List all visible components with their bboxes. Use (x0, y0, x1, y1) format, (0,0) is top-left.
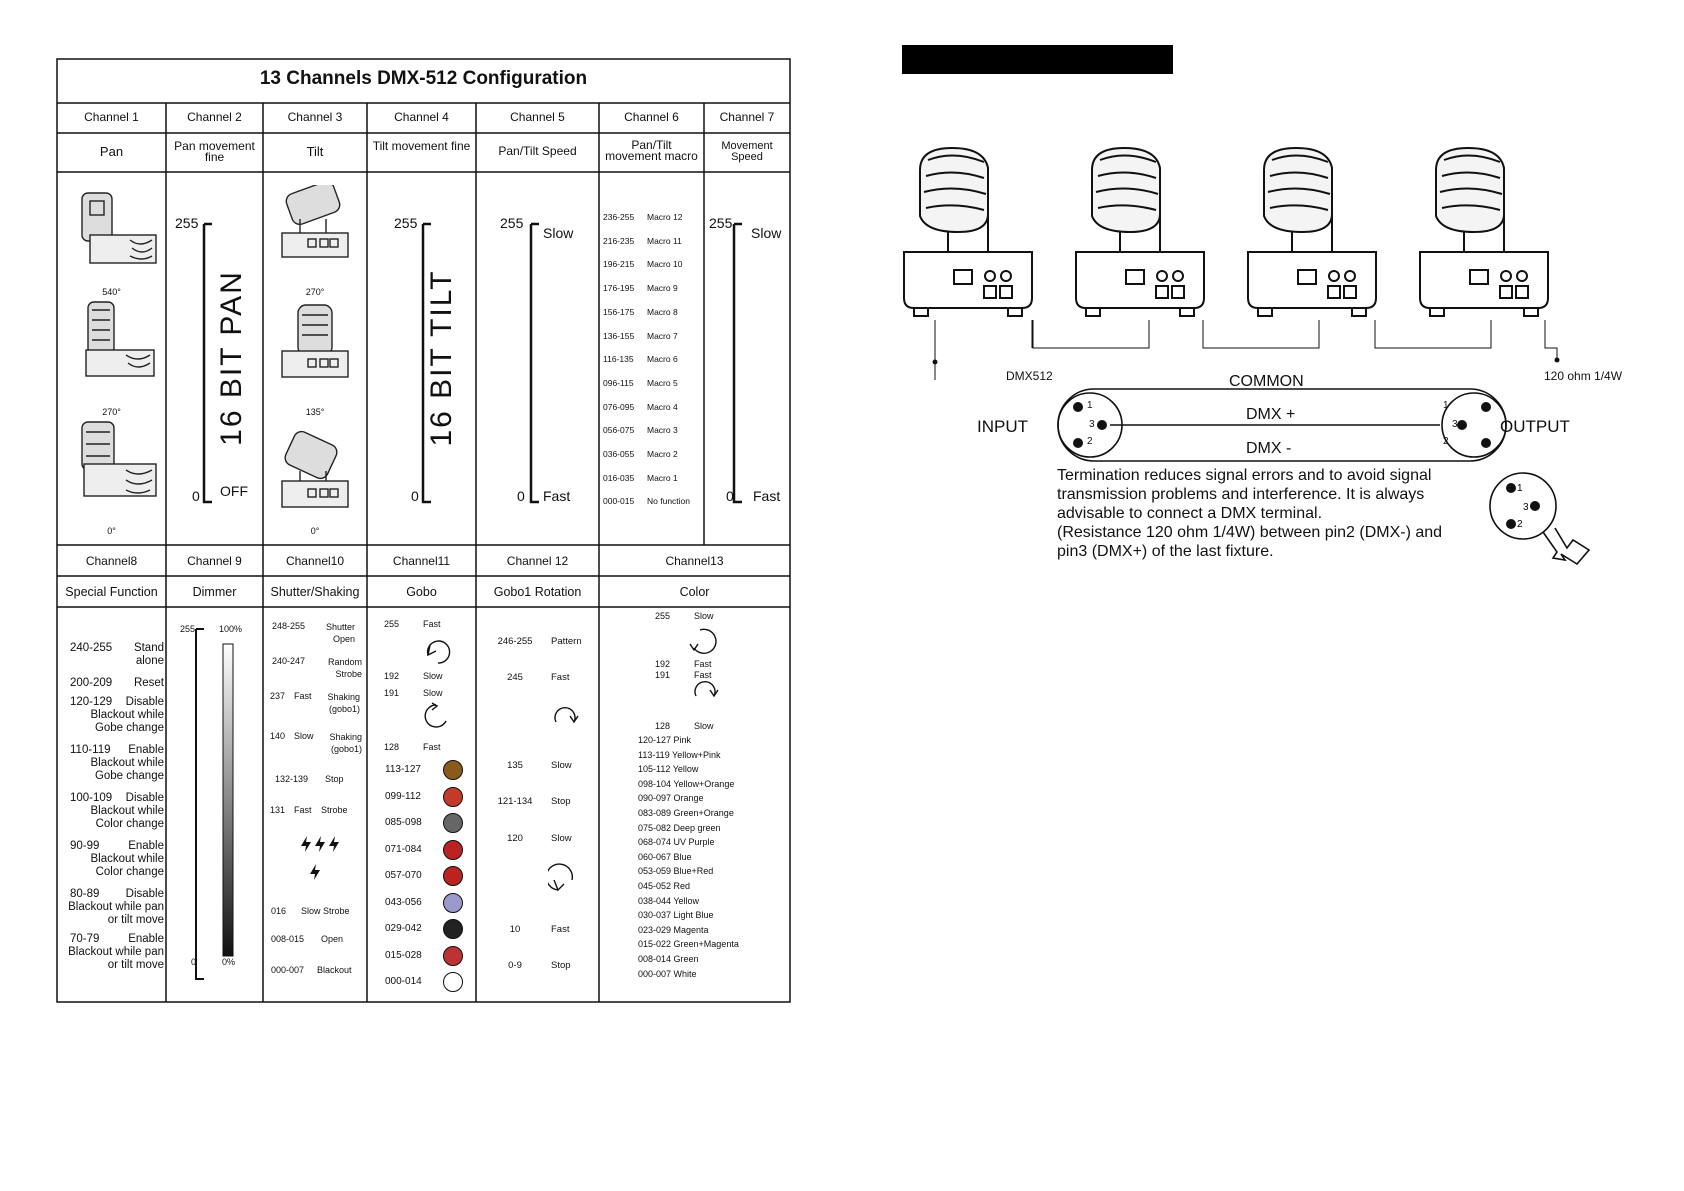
dmx-cable (1033, 320, 1149, 348)
rotate-icon (694, 629, 716, 653)
speed-label: Slow (294, 731, 314, 741)
function-label: Blackout (317, 965, 352, 975)
macro-label: Macro 3 (647, 425, 678, 436)
rotation-label: Pattern (551, 636, 582, 647)
rotation-label: Slow (551, 760, 572, 771)
macro-row (603, 307, 703, 317)
range-label: 120 (507, 833, 523, 844)
range-label: 140 (270, 731, 286, 741)
range-label: 008-015 (271, 934, 305, 944)
xlr-cable-diagram (1050, 385, 1520, 465)
dmx-cable (1203, 320, 1319, 348)
function-label: Strobe (335, 669, 362, 679)
macro-row (603, 425, 703, 435)
gobo-icon (443, 813, 463, 833)
scale-min: 0 (517, 488, 525, 504)
range-label: 000-015 (603, 496, 635, 507)
macro-row (603, 449, 703, 459)
macro-row (603, 236, 703, 246)
rotate-ccw-icon (425, 705, 446, 727)
fixture-icon (82, 193, 156, 263)
color-row: 098-104 Yellow+Orange (638, 778, 735, 789)
macro-label: Macro 4 (647, 401, 678, 412)
channel-function: Shutter/Shaking (270, 585, 360, 599)
function-label: alone (135, 655, 164, 667)
range-label: 116-135 (603, 354, 634, 365)
speed-label: Slow (694, 611, 714, 621)
function-label: Shaking (329, 732, 362, 742)
range-label: 135 (507, 760, 523, 771)
range-label: 056-075 (603, 425, 635, 436)
range-label: 10 (509, 924, 521, 935)
angle-label: 270° (305, 287, 325, 297)
function-label: Shutter (325, 622, 355, 632)
gobo-icon (443, 866, 463, 886)
macro-label: No function (647, 496, 690, 507)
channel-function: Pan/Tilt Speed (498, 144, 577, 158)
channel-function: Gobo (406, 585, 437, 599)
fixture-icon (282, 305, 348, 377)
redacted-bar (902, 45, 1173, 74)
pin-label: 2 (1087, 436, 1093, 447)
function-label: Stand (133, 642, 164, 654)
note-line: advisable to connect a DMX terminal. (1057, 505, 1323, 522)
pin-label: 3 (1089, 419, 1095, 430)
speed-label: Fast (694, 659, 712, 669)
function-label: Gobe change (94, 770, 164, 782)
range-label: 176-195 (603, 283, 635, 294)
color-row: 060-067 Blue (638, 851, 692, 862)
color-row: 008-014 Green (638, 954, 699, 964)
note-line: Termination reduces signal errors and to avoid signal (1057, 467, 1432, 484)
rotation-label: Fast (551, 672, 570, 683)
channel-function: Tilt (306, 144, 324, 159)
macro-row (603, 259, 703, 269)
function-label: Slow Strobe (301, 906, 350, 916)
channel-function: Gobo1 Rotation (493, 585, 582, 599)
rotation-label: Stop (551, 796, 571, 807)
macro-row (603, 331, 703, 341)
color-row: 015-022 Green+Magenta (638, 939, 739, 950)
function-label: Disable (125, 888, 164, 900)
macro-row (603, 402, 703, 412)
color-row: 120-127 Pink (638, 735, 692, 745)
range-label: 196-215 (603, 259, 635, 270)
terminator-label: 120 ohm 1/4W (1544, 369, 1623, 383)
range-label: 237 (270, 691, 286, 701)
speed-label: Slow (423, 671, 443, 681)
dimmer-max-pct: 100% (219, 624, 243, 634)
channel-function: Color (679, 585, 710, 599)
function-label: Disable (125, 696, 164, 708)
channel-function: Pan (99, 144, 124, 159)
pin-label: 2 (1517, 519, 1523, 530)
pin-label: 1 (1517, 483, 1523, 494)
dimmer-min-pct: 0% (222, 957, 236, 967)
range-label: 016 (271, 906, 287, 916)
gobo-icon (443, 893, 463, 913)
note-line: transmission problems and interference. It is always (1057, 486, 1425, 503)
function-label: or tilt move (107, 959, 164, 971)
function-label: (gobo1) (330, 744, 362, 754)
vertical-label: 16 BIT TILT (425, 269, 458, 447)
color-row: 083-089 Green+Orange (638, 808, 734, 818)
scale-min: 0 (192, 488, 200, 504)
termination-note (1057, 466, 1442, 561)
macro-label: Macro 2 (647, 449, 678, 459)
function-label: Color change (95, 866, 164, 878)
channel-header: Channel 2 (187, 110, 242, 124)
pan-tilt-speed-scale (476, 172, 599, 545)
channel-header: Channel 5 (510, 110, 565, 124)
channel-function: Pan movement fine (174, 139, 255, 164)
macro-label: Macro 8 (647, 306, 678, 317)
rotation-arrow-icons (548, 700, 588, 900)
channel-function: Dimmer (192, 585, 237, 599)
rotate-icon (548, 864, 572, 890)
scale-fast: Fast (543, 488, 571, 504)
dimmer-min: 0 (191, 957, 197, 967)
input-label: INPUT (977, 417, 1028, 436)
range-label: 110-119 (70, 744, 111, 756)
function-label: or tilt move (107, 914, 164, 926)
speed-label: Fast (294, 691, 312, 701)
scale-slow: Slow (751, 225, 782, 241)
channel-header: Channel11 (392, 554, 451, 568)
macro-label: Macro 6 (647, 354, 678, 365)
dimmer-max: 255 (180, 624, 196, 634)
channel-function: Movement Speed (721, 140, 773, 163)
terminator-plug-icon (1485, 468, 1595, 568)
macro-label: Macro 9 (647, 283, 678, 294)
speed-value: 255 (384, 619, 400, 629)
macro-row (603, 354, 703, 364)
color-row: 038-044 Yellow (638, 895, 700, 906)
channel-header: Channel 4 (394, 110, 449, 124)
dmx-cable (1375, 320, 1491, 348)
speed-value: 255 (655, 611, 671, 621)
range-label: 057-070 (385, 870, 422, 881)
range-label: 245 (507, 672, 523, 683)
pan-position-illustrations (70, 185, 160, 535)
speed-label: Fast (694, 670, 712, 680)
function-label: Blackout while (90, 805, 164, 817)
speed-label: Fast (294, 805, 312, 815)
scale-slow: Slow (543, 225, 574, 241)
range-label: 246-255 (497, 636, 533, 647)
macro-label: Macro 5 (647, 377, 678, 388)
range-label: 099-112 (385, 790, 421, 802)
scale-max: 255 (500, 215, 524, 231)
range-label: 121-134 (497, 796, 533, 807)
channel-function: Pan/Tilt movement macro (605, 138, 698, 163)
color-row: 023-029 Magenta (638, 924, 709, 935)
range-label: 096-115 (603, 377, 634, 388)
color-row: 105-112 Yellow (638, 764, 699, 775)
range-label: 029-042 (385, 923, 422, 934)
range-label: 113-127 (385, 764, 421, 775)
range-label: 236-255 (603, 212, 635, 222)
gobo-icon (443, 946, 463, 966)
vertical-label: 16 BIT PAN (215, 270, 248, 446)
table-title: 13 Channels DMX-512 Configuration (259, 68, 588, 89)
range-label: 036-055 (603, 449, 635, 459)
range-label: 016-035 (603, 472, 635, 483)
range-label: 132-139 (275, 774, 309, 784)
angle-label: 0° (107, 526, 116, 536)
fixture-icon (282, 429, 348, 507)
speed-value: 191 (655, 670, 671, 680)
macro-row (603, 378, 703, 388)
range-label: 216-235 (603, 235, 635, 246)
pin-label: 2 (1443, 436, 1449, 447)
range-label: 000-007 (271, 965, 305, 975)
function-label: Open (321, 934, 344, 944)
function-label: Random (327, 657, 362, 667)
tilt-position-illustrations (278, 185, 358, 535)
macro-row (603, 212, 703, 222)
rotation-label: Slow (551, 833, 572, 844)
dmx-plus-label: DMX + (1246, 406, 1296, 423)
color-row: 030-037 Light Blue (638, 910, 714, 921)
range-label: 015-028 (385, 949, 422, 961)
speed-value: 191 (384, 688, 400, 698)
function-label: Gobe change (94, 722, 164, 734)
scale-max: 255 (175, 215, 199, 231)
function-label: (gobo1) (328, 704, 360, 714)
function-label: Blackout while (90, 853, 164, 865)
range-label: 100-109 (70, 792, 113, 804)
function-label: Strobe (321, 805, 348, 815)
pin-label: 1 (1443, 400, 1449, 411)
channel-header: Channel 6 (624, 110, 679, 124)
range-label: 240-247 (272, 656, 306, 666)
macro-row (603, 283, 703, 293)
macro-label: Macro 12 (647, 212, 683, 222)
speed-label: Slow (694, 721, 714, 731)
output-label: OUTPUT (1500, 417, 1570, 436)
macro-label: Macro 1 (647, 472, 678, 483)
range-label: 80-89 (70, 888, 100, 900)
angle-label: 540° (102, 287, 121, 297)
function-label: Shaking (327, 692, 360, 702)
speed-label: Fast (423, 742, 441, 752)
pin-label: 1 (1087, 400, 1093, 411)
function-label: Reset (133, 677, 164, 689)
moving-head-fixture-icon (904, 148, 1032, 316)
range-label: 136-155 (603, 330, 635, 341)
tilt-fine-scale (367, 172, 476, 545)
rotate-cw-icon (428, 641, 450, 663)
range-label: 120-129 (70, 696, 113, 708)
fixture-icon (86, 302, 154, 376)
angle-label: 0° (310, 526, 320, 536)
channel-header: Channel8 (85, 554, 138, 568)
speed-value: 128 (655, 721, 671, 731)
function-label: Disable (125, 792, 164, 804)
pin-label: 3 (1523, 502, 1529, 513)
function-label: Blackout while pan (68, 946, 164, 958)
moving-head-fixture-icon (1076, 148, 1204, 316)
color-row: 000-007 White (638, 968, 697, 979)
gobo-icon (443, 840, 463, 860)
gobo-icon (443, 760, 463, 780)
function-label: Open (332, 634, 355, 644)
speed-label: Slow (423, 688, 443, 698)
range-label: 90-99 (70, 840, 100, 852)
range-label: 043-056 (385, 896, 422, 908)
scale-min: 0 (411, 488, 419, 504)
pin-label: 3 (1452, 419, 1458, 430)
rotation-label: Fast (551, 924, 570, 935)
range-label: 156-175 (603, 306, 635, 317)
channel-header: Channel 12 (506, 554, 569, 568)
macro-label: Macro 11 (647, 235, 682, 246)
macro-label: Macro 7 (647, 330, 678, 341)
function-label: Blackout while (90, 709, 164, 721)
angle-label: 270° (102, 407, 121, 417)
range-label: 240-255 (70, 642, 113, 654)
gobo-icon (443, 787, 463, 807)
color-row: 090-097 Orange (638, 793, 704, 804)
speed-value: 192 (384, 671, 400, 681)
common-label: COMMON (1229, 373, 1304, 390)
color-row: 053-059 Blue+Red (638, 866, 714, 877)
gobo-icon (443, 972, 463, 992)
channel-header: Channel10 (285, 554, 345, 568)
channel-header: Channel 1 (84, 110, 139, 124)
range-label: 70-79 (70, 933, 100, 945)
range-label: 248-255 (272, 621, 306, 631)
channel-function: Special Function (65, 585, 158, 599)
strobe-icon (295, 830, 345, 885)
scale-max: 255 (709, 215, 733, 231)
range-label: 076-095 (603, 401, 635, 412)
note-line: pin3 (DMX+) of the last fixture. (1057, 543, 1274, 560)
function-label: Blackout while pan (68, 901, 164, 913)
function-label: Enable (128, 933, 164, 945)
range-label: 200-209 (70, 677, 113, 689)
color-row: 068-074 UV Purple (638, 837, 715, 848)
function-label: Blackout while (90, 757, 164, 769)
macro-label: Macro 10 (647, 259, 683, 270)
range-label: 0-9 (508, 960, 522, 971)
channel-function: Tilt movement fine (372, 139, 471, 153)
range-label: 000-014 (385, 976, 422, 987)
gobo-icon (443, 919, 463, 939)
range-label: 085-098 (385, 817, 422, 828)
range-label: 071-084 (385, 843, 422, 855)
rotation-arrow-icons (686, 620, 726, 710)
scale-off: OFF (220, 483, 248, 499)
speed-label: Fast (423, 619, 441, 629)
speed-value: 128 (384, 742, 400, 752)
speed-value: 192 (655, 659, 671, 669)
channel-header: Channel 9 (187, 554, 242, 568)
function-label: Enable (128, 744, 164, 756)
macro-row (603, 473, 703, 483)
fixture-icon (82, 422, 156, 496)
color-row: 075-082 Deep green (638, 822, 721, 833)
color-row: 045-052 Red (638, 881, 691, 891)
rotation-label: Stop (551, 960, 571, 971)
rotation-arrow-icons (418, 633, 458, 733)
channel-header: Channel 3 (287, 110, 343, 124)
scale-fast: Fast (753, 488, 781, 504)
scale-max: 255 (394, 215, 418, 231)
scale-min: 0 (726, 488, 734, 504)
note-line: (Resistance 120 ohm 1/4W) between pin2 (DMX-) and (1057, 524, 1443, 541)
color-row: 113-119 Yellow+Pink (638, 749, 721, 760)
moving-head-fixture-icon (1248, 148, 1376, 316)
fixture-icon (282, 185, 348, 257)
macro-row (603, 496, 703, 506)
dmx512-label: DMX512 (1006, 369, 1053, 383)
function-label: Enable (128, 840, 164, 852)
function-label: Stop (325, 774, 344, 784)
range-label: 131 (270, 805, 286, 815)
function-label: Color change (95, 818, 164, 830)
dimmer-scale (166, 607, 263, 1002)
dmx-minus-label: DMX - (1246, 440, 1292, 457)
moving-head-fixture-icon (1420, 148, 1548, 316)
angle-label: 135° (305, 407, 325, 417)
channel-header: Channel13 (665, 554, 724, 568)
channel-header: Channel 7 (719, 110, 775, 124)
